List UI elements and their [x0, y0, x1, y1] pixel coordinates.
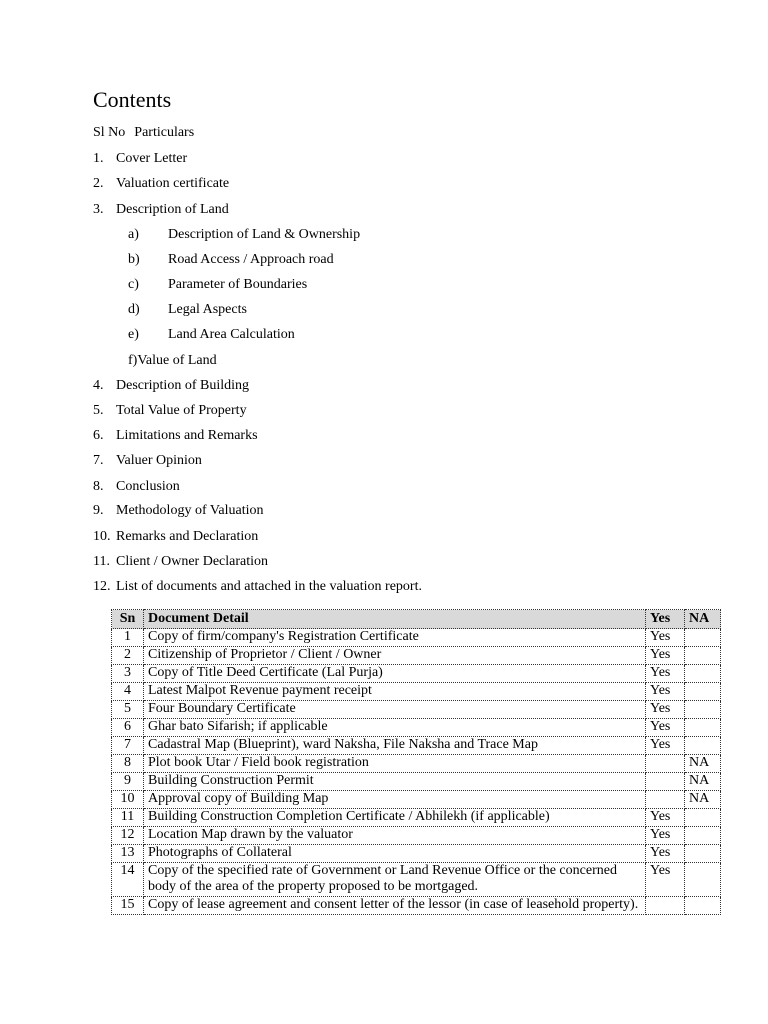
table-row	[112, 719, 721, 737]
table-row	[112, 827, 721, 845]
cell-sn: 2	[112, 647, 144, 665]
cell-yes: Yes	[646, 863, 685, 897]
cell-detail: Photographs of Collateral	[144, 845, 646, 863]
toc-subitem: a) Description of Land & Ownership	[128, 227, 361, 242]
cell-na	[685, 665, 721, 683]
cell-sn: 10	[112, 791, 144, 809]
table-row	[112, 737, 721, 755]
cell-yes: Yes	[646, 629, 685, 647]
cell-yes: Yes	[646, 701, 685, 719]
cell-yes	[646, 791, 685, 809]
cell-yes: Yes	[646, 665, 685, 683]
toc-item: 2. Valuation certificate	[93, 176, 230, 191]
cell-sn: 13	[112, 845, 144, 863]
cell-detail: Latest Malpot Revenue payment receipt	[144, 683, 646, 701]
toc-header-slno: Sl No	[93, 125, 126, 140]
table-row	[112, 683, 721, 701]
toc-item: 3. Description of Land	[93, 202, 229, 217]
cell-sn: 3	[112, 665, 144, 683]
cell-na	[685, 647, 721, 665]
cell-yes: Yes	[646, 827, 685, 845]
toc-item: 5. Total Value of Property	[93, 403, 247, 418]
cell-detail: Building Construction Completion Certificate / Abhilekh (if applicable)	[144, 809, 646, 827]
cell-sn: 12	[112, 827, 144, 845]
toc-header	[93, 125, 194, 141]
col-header-document-detail: Document Detail	[144, 610, 646, 629]
cell-yes: Yes	[646, 719, 685, 737]
toc-item: 9. Methodology of Valuation	[93, 503, 264, 518]
table-row	[112, 665, 721, 683]
toc-subitem: c) Parameter of Boundaries	[128, 277, 308, 292]
cell-na: NA	[685, 755, 721, 773]
cell-sn: 15	[112, 897, 144, 915]
cell-sn: 6	[112, 719, 144, 737]
toc-item: 6. Limitations and Remarks	[93, 428, 258, 443]
table-row	[112, 845, 721, 863]
cell-na	[685, 719, 721, 737]
cell-sn: 1	[112, 629, 144, 647]
cell-na	[685, 701, 721, 719]
cell-detail: Copy of lease agreement and consent letter of the lessor (in case of leasehold property).	[144, 897, 646, 915]
table-header-row	[112, 610, 721, 629]
toc-subitem: b) Road Access / Approach road	[128, 252, 334, 267]
cell-detail: Four Boundary Certificate	[144, 701, 646, 719]
cell-sn: 4	[112, 683, 144, 701]
cell-sn: 5	[112, 701, 144, 719]
cell-sn: 9	[112, 773, 144, 791]
cell-detail: Building Construction Permit	[144, 773, 646, 791]
cell-sn: 11	[112, 809, 144, 827]
cell-detail: Copy of firm/company's Registration Certificate	[144, 629, 646, 647]
cell-yes	[646, 755, 685, 773]
table-row	[112, 647, 721, 665]
toc-subitem: e) Land Area Calculation	[128, 327, 295, 342]
cell-na	[685, 863, 721, 897]
cell-na	[685, 629, 721, 647]
documents-table	[111, 609, 721, 915]
cell-yes: Yes	[646, 809, 685, 827]
cell-sn: 8	[112, 755, 144, 773]
table-row	[112, 701, 721, 719]
toc-item: 11. Client / Owner Declaration	[93, 554, 269, 569]
col-header-sn: Sn	[112, 610, 144, 629]
page-title: Contents	[93, 87, 172, 112]
cell-sn: 7	[112, 737, 144, 755]
cell-detail: Citizenship of Proprietor / Client / Owner	[144, 647, 646, 665]
cell-na	[685, 827, 721, 845]
table-row	[112, 809, 721, 827]
cell-na: NA	[685, 791, 721, 809]
cell-detail: Location Map drawn by the valuator	[144, 827, 646, 845]
cell-detail: Cadastral Map (Blueprint), ward Naksha, File Naksha and Trace Map	[144, 737, 646, 755]
toc-subitem: f)Value of Land	[128, 353, 217, 368]
toc-item: 4. Description of Building	[93, 378, 249, 393]
cell-na	[685, 897, 721, 915]
table-row	[112, 791, 721, 809]
cell-detail: Copy of the specified rate of Government or Land Revenue Office or the concerned body of the area of the property proposed to be mortgaged.	[144, 863, 646, 897]
toc-item: 12. List of documents and attached in the valuation report.	[93, 579, 422, 594]
toc-item: 8. Conclusion	[93, 479, 180, 494]
table-row	[112, 773, 721, 791]
toc-header-particulars: Particulars	[134, 125, 195, 140]
col-header-yes: Yes	[646, 610, 685, 629]
cell-yes	[646, 897, 685, 915]
cell-yes	[646, 773, 685, 791]
cell-na	[685, 737, 721, 755]
cell-detail: Approval copy of Building Map	[144, 791, 646, 809]
cell-na	[685, 845, 721, 863]
table-row	[112, 629, 721, 647]
col-header-na: NA	[685, 610, 721, 629]
table-row	[112, 897, 721, 915]
cell-yes: Yes	[646, 737, 685, 755]
cell-yes: Yes	[646, 683, 685, 701]
cell-detail: Ghar bato Sifarish; if applicable	[144, 719, 646, 737]
table-row	[112, 863, 721, 897]
cell-na: NA	[685, 773, 721, 791]
toc-item: 7. Valuer Opinion	[93, 453, 202, 468]
cell-yes: Yes	[646, 845, 685, 863]
toc-item: 1. Cover Letter	[93, 151, 188, 166]
toc-item: 10. Remarks and Declaration	[93, 529, 259, 544]
table-row	[112, 755, 721, 773]
cell-na	[685, 809, 721, 827]
cell-yes: Yes	[646, 647, 685, 665]
cell-sn: 14	[112, 863, 144, 897]
cell-na	[685, 683, 721, 701]
cell-detail: Plot book Utar / Field book registration	[144, 755, 646, 773]
toc-subitem: d) Legal Aspects	[128, 302, 247, 317]
cell-detail: Copy of Title Deed Certificate (Lal Purja)	[144, 665, 646, 683]
